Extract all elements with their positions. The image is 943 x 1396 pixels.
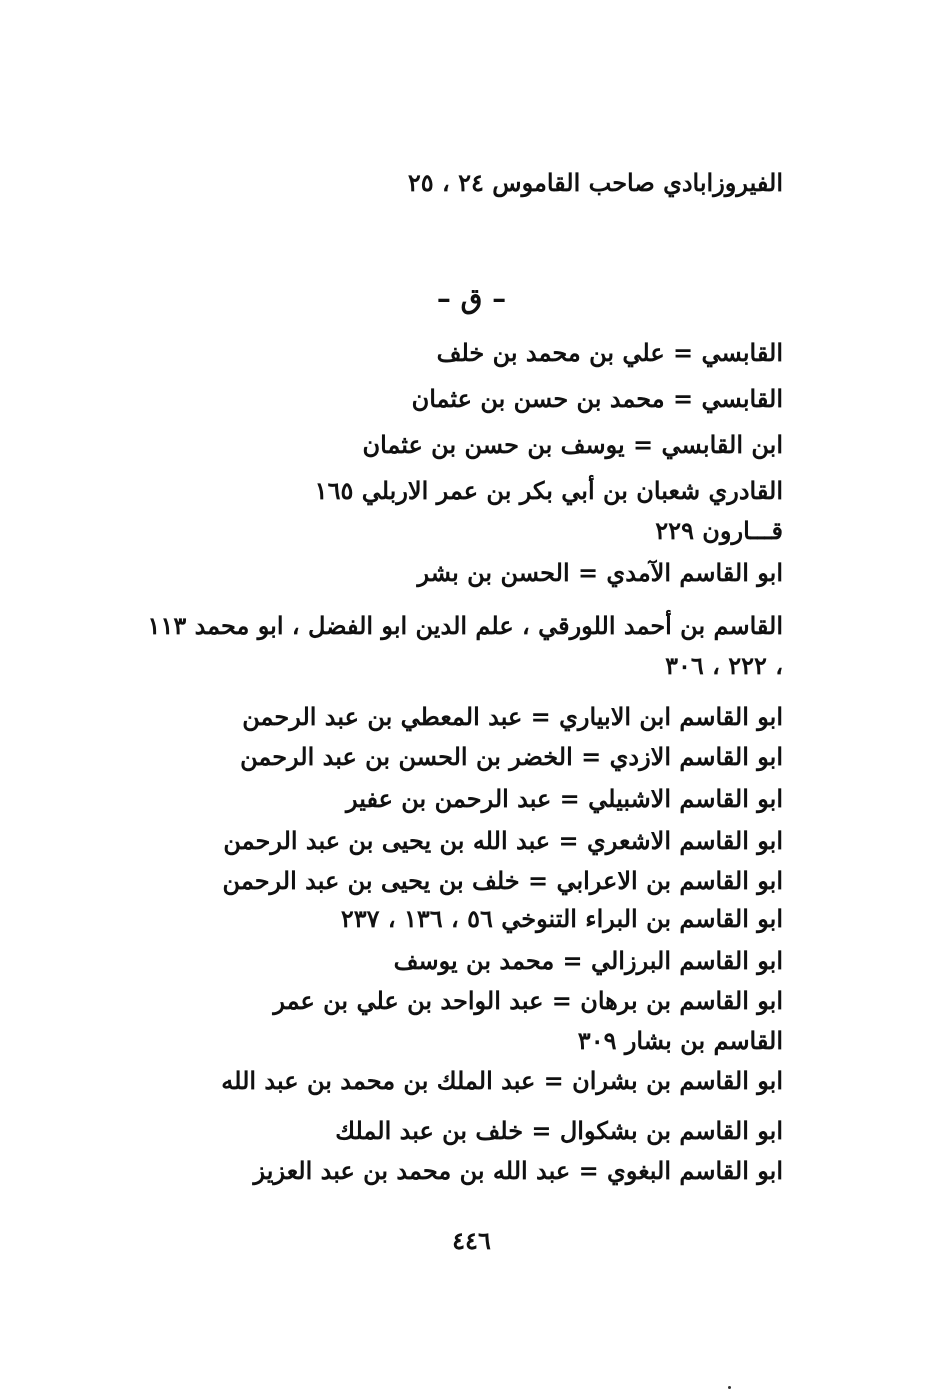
index-entry: ابو القاسم بن البراء التنوخي ٥٦ ، ١٣٦ ، ٢٣٧: [340, 904, 783, 933]
index-entry: ابو القاسم الازدي = الخضر بن الحسن بن عبد الرحمن: [240, 742, 783, 771]
index-entry: ابو القاسم بن برهان = عبد الواحد بن علي بن عمر: [273, 986, 783, 1015]
index-entry: ابن القابسي = يوسف بن حسن بن عثمان: [362, 430, 783, 459]
index-entry: ابو القاسم البغوي = عبد الله بن محمد بن عبد العزيز: [253, 1156, 783, 1185]
index-entry: القابسي = محمد بن حسن بن عثمان: [411, 384, 783, 413]
section-header: – ق –: [436, 282, 507, 315]
index-entry: القاسم بن أحمد اللورقي ، علم الدين ابو الفضل ، ابو محمد ١١٣ ، ٢٢٢ ، ٣٠٦: [147, 611, 783, 680]
index-entry: ابو القاسم بن بشران = عبد الملك بن محمد بن عبد الله: [221, 1066, 783, 1095]
index-entry: ابو القاسم بن الاعرابي = خلف بن يحيى بن عبد الرحمن: [222, 866, 783, 895]
index-entry: القابسي = علي بن محمد بن خلف: [436, 338, 783, 367]
top-entry: الفيروزابادي صاحب القاموس ٢٤ ، ٢٥: [407, 168, 783, 197]
paper-speck: [728, 1386, 731, 1389]
index-entry: القاسم بن بشار ٣٠٩: [577, 1026, 783, 1055]
index-entry: ابو القاسم الاشعري = عبد الله بن يحيى بن عبد الرحمن: [223, 826, 783, 855]
index-entry: قـــارون ٢٢٩: [655, 516, 783, 545]
index-entry: ابو القاسم بن بشكوال = خلف بن عبد الملك: [335, 1116, 783, 1145]
index-entry: ابو القاسم البرزالي = محمد بن يوسف: [393, 946, 783, 975]
index-entry: القادري شعبان بن أبي بكر بن عمر الاربلي ١٦٥: [314, 476, 783, 505]
page-number: ٤٤٦: [452, 1226, 491, 1255]
index-entry: ابو القاسم الآمدي = الحسن بن بشر: [417, 558, 783, 587]
index-entry: ابو القاسم ابن الابياري = عبد المعطي بن عبد الرحمن: [242, 702, 783, 731]
index-entry: ابو القاسم الاشبيلي = عبد الرحمن بن عفير: [345, 784, 783, 813]
